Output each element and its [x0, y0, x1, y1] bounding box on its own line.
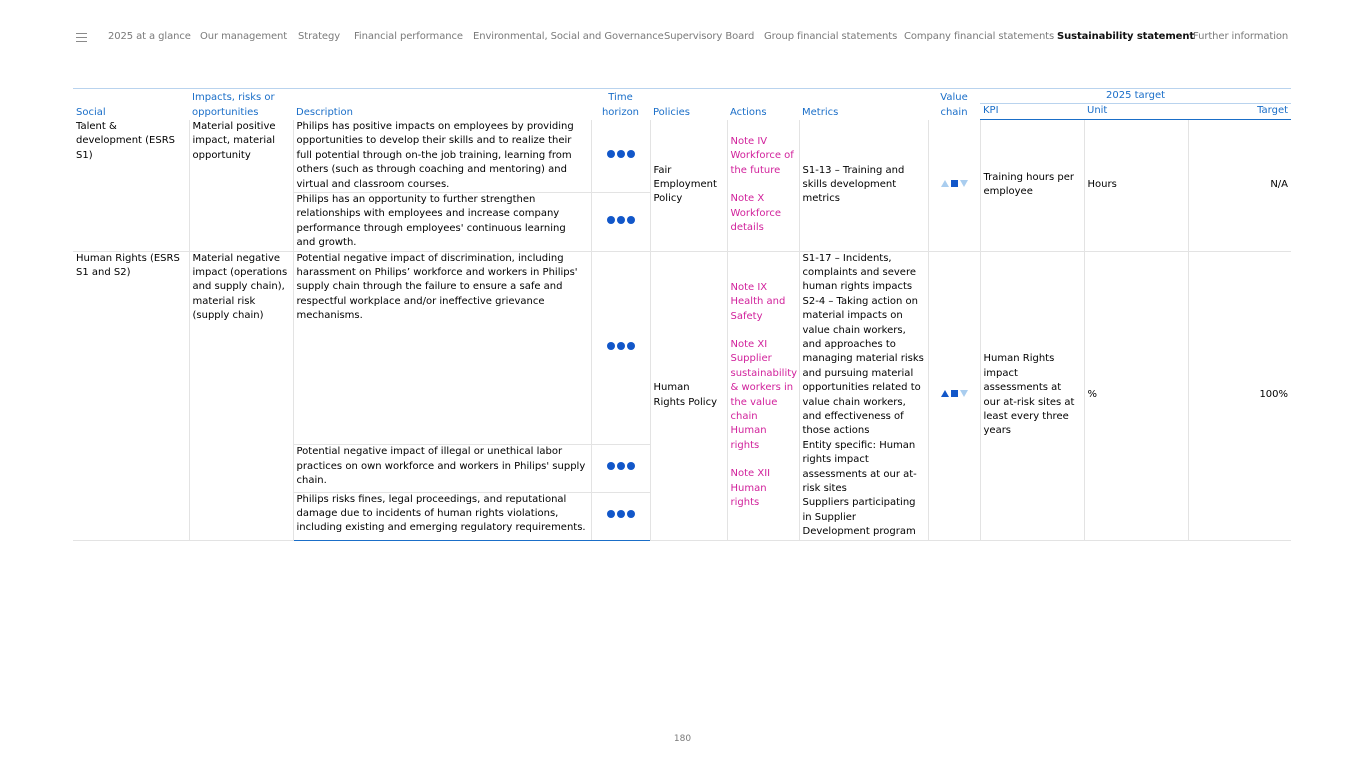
- kpi-cell: Training hours per employee: [980, 120, 1084, 251]
- value-chain-icon: [941, 180, 968, 187]
- time-horizon-dots-icon: [607, 216, 635, 224]
- header-2025-target: 2025 target: [980, 89, 1291, 104]
- header-time-horizon: Time horizon: [591, 89, 650, 120]
- nav-financial-performance[interactable]: Financial performance: [354, 31, 463, 42]
- iro-cell: Material positive impact, material opportunity: [189, 120, 293, 251]
- nav-our-management[interactable]: Our management: [200, 31, 288, 42]
- action-link[interactable]: Note IX Health and Safety: [730, 281, 786, 322]
- header-description: Description: [293, 89, 591, 120]
- description-cell: Potential negative impact of discrimination, including harassment on Philips’ workforce and workers in Philips' supply chain through the failure to ensure a safe and respectful workplace and/or ineffective grievance mechanisms.: [293, 251, 591, 445]
- time-horizon-dots-icon: [607, 510, 635, 518]
- action-link[interactable]: Note IV Workforce of the future: [730, 136, 794, 176]
- table-row: [73, 251, 1291, 445]
- time-horizon-cell: [591, 445, 650, 492]
- action-link[interactable]: Note XII Human rights: [730, 468, 771, 509]
- header-value-chain: Value chain: [928, 89, 980, 120]
- description-cell: Philips risks fines, legal proceedings, and reputational damage due to incidents of human rights violations, including existing and emerging regulatory requirements.: [293, 492, 591, 540]
- time-horizon-cell: [591, 492, 650, 540]
- iro-cell: Material negative impact (operations and supply chain), material risk (supply chain): [189, 251, 293, 540]
- policy-cell: Fair Employment Policy: [650, 120, 727, 251]
- actions-cell: [727, 120, 799, 251]
- time-horizon-dots-icon: [607, 342, 635, 350]
- hamburger-menu-icon[interactable]: [76, 33, 87, 42]
- time-horizon-dots-icon: [607, 462, 635, 470]
- page-number: 180: [673, 734, 692, 744]
- time-horizon-dots-icon: [607, 150, 635, 158]
- table-row: [73, 120, 1291, 193]
- target-cell: 100%: [1188, 251, 1291, 540]
- topic-cell: Talent & development (ESRS S1): [73, 120, 189, 251]
- nav-further-information[interactable]: Further information: [1193, 31, 1289, 42]
- header-target: Target: [1188, 104, 1291, 120]
- value-chain-cell: [928, 251, 980, 540]
- metric-item: Entity specific: Human rights impact assessments at our at-risk sites: [802, 439, 917, 495]
- header-iro: Impacts, risks or opportunities: [189, 89, 293, 120]
- header-actions: Actions: [727, 89, 799, 120]
- value-chain-cell: [928, 120, 980, 251]
- nav-supervisory-board[interactable]: Supervisory Board: [664, 31, 755, 42]
- header-social: Social: [73, 89, 189, 120]
- metrics-cell: S1-13 – Training and skills development metrics: [799, 120, 928, 251]
- description-cell: Potential negative impact of illegal or unethical labor practices on own workforce and workers in Philips' supply chain.: [293, 445, 591, 492]
- action-link[interactable]: Note X Workforce details: [730, 193, 782, 234]
- nav-strategy[interactable]: Strategy: [298, 31, 341, 42]
- target-cell: N/A: [1188, 120, 1291, 251]
- nav-sustainability-statement[interactable]: Sustainability statement: [1057, 31, 1195, 42]
- header-kpi: KPI: [980, 104, 1084, 120]
- unit-cell: %: [1084, 251, 1188, 540]
- description-cell: Philips has positive impacts on employees by providing opportunities to develop their skills and to realize their full potential through on-the job training, learning from others (such as through coaching and mentoring) and virtual and classroom courses.: [293, 120, 591, 193]
- metric-item: S2-4 – Taking action on material impacts on value chain workers, and approaches to managing material risks and pursuing material opportunities related to value chain workers, and effectiveness of those actions: [802, 295, 924, 437]
- actions-cell: [727, 251, 799, 540]
- header-metrics: Metrics: [799, 89, 928, 120]
- unit-cell: Hours: [1084, 120, 1188, 251]
- kpi-cell: Human Rights impact assessments at our at-risk sites at least every three years: [980, 251, 1084, 540]
- value-chain-icon: [941, 390, 968, 397]
- header-unit: Unit: [1084, 104, 1188, 120]
- nav-company-financial-statements[interactable]: Company financial statements: [904, 31, 1055, 42]
- time-horizon-cell: [591, 120, 650, 193]
- nav-group-financial-statements[interactable]: Group financial statements: [764, 31, 898, 42]
- description-cell: Philips has an opportunity to further strengthen relationships with employees and increase company performance through employees' continuous learning and growth.: [293, 192, 591, 251]
- time-horizon-cell: [591, 192, 650, 251]
- nav-esg[interactable]: Environmental, Social and Governance: [473, 31, 664, 42]
- social-topics-table: [73, 88, 1291, 541]
- action-link[interactable]: Note XI Supplier sustainability & workers in the value chain Human rights: [730, 339, 798, 451]
- metrics-cell: [799, 251, 928, 540]
- header-policies: Policies: [650, 89, 727, 120]
- time-horizon-cell: [591, 251, 650, 445]
- policy-cell: Human Rights Policy: [650, 251, 727, 540]
- top-navigation: [0, 0, 1365, 74]
- nav-2025-at-a-glance[interactable]: 2025 at a glance: [108, 31, 191, 42]
- topic-cell: Human Rights (ESRS S1 and S2): [73, 251, 189, 540]
- metric-item: S1-17 – Incidents, complaints and severe human rights impacts: [802, 252, 917, 293]
- metric-item: Suppliers participating in Supplier Development program: [802, 497, 916, 538]
